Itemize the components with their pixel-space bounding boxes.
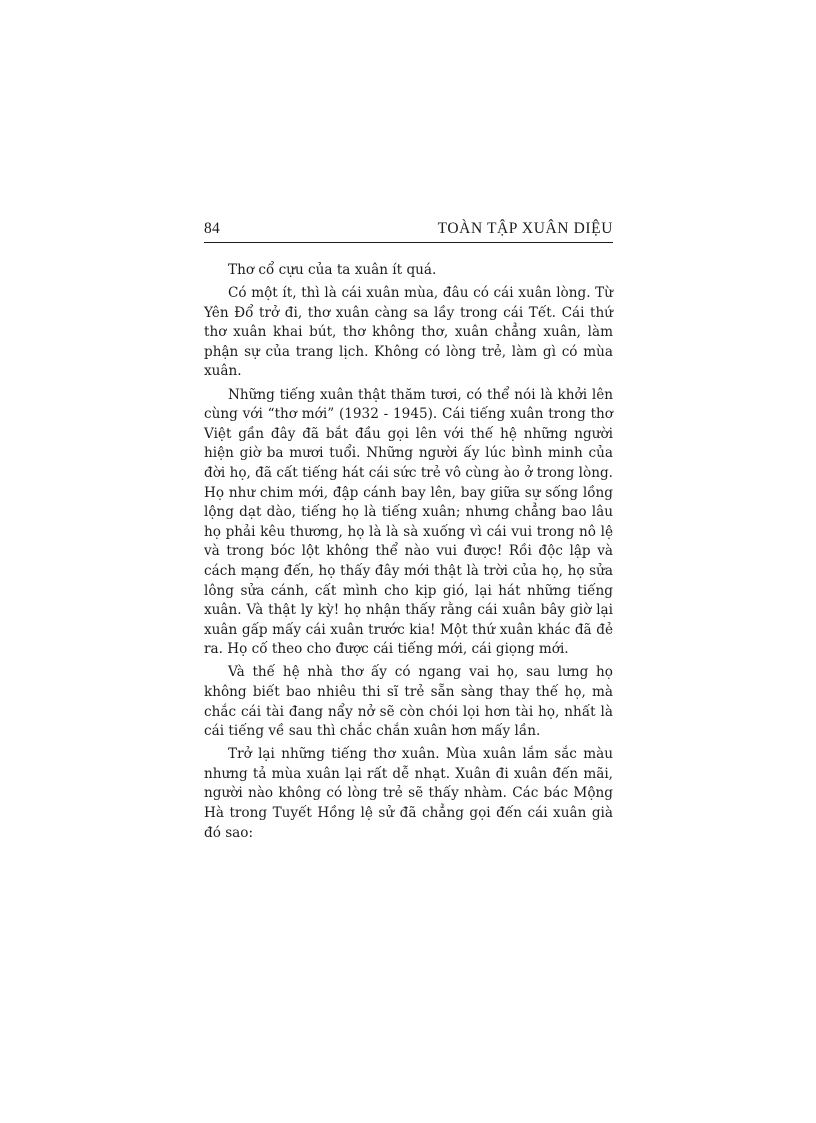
- paragraph: Có một ít, thì là cái xuân mùa, đâu có cái xuân lòng. Từ Yên Đổ trở đi, thơ xuân càng sa lầy trong cái Tết. Cái thứ thơ xuân khai bút, thơ không thơ, xuân chẳng xuân, làm phận sự của trang lịch. Không có lòng trẻ, làm gì có mùa xuân.: [204, 285, 613, 380]
- paragraph: Và thế hệ nhà thơ ấy có ngang vai họ, sau lưng họ không biết bao nhiêu thi sĩ trẻ sẵn sàng thay thế họ, mà chắc cái tài đang nẩy nở sẽ còn chói lọi hơn tài họ, nhất là cái tiếng về sau thì chắc chắn xuân hơn mấy lần.: [204, 664, 613, 740]
- paragraph: Những tiếng xuân thật thăm tươi, có thể nói là khởi lên cùng với “thơ mới” (1932 - 1945). Cái tiếng xuân trong thơ Việt gần đây đã bắt đầu gọi lên với thế hệ những người hiện giờ ba mươi tuổi. Những người ấy lúc bình minh của đời họ, đã cất tiếng hát cái sức trẻ vô cùng ào ở trong lòng. Họ như chim mới, đập cánh bay lên, bay giữa sự sống lồng lộng dạt dào, tiếng họ là tiếng xuân; nhưng chẳng bao lâu họ phải kêu thương, họ là là sà xuống vì cái vui trong nô lệ và trong bóc lột không thể nào vui được! Rồi độc lập và cách mạng đến, họ thấy đây mới thật là trời của họ, họ sửa lông sửa cánh, cất mình cho kịp gió, lại hát những tiếng xuân. Và thật ly kỳ! họ nhận thấy rằng cái xuân bây giờ lại xuân gấp mấy cái xuân trước kia! Một thứ xuân khác đã đẻ ra. Họ cố theo cho được cái tiếng mới, cái giọng mới.: [204, 386, 613, 658]
- page-header: [204, 212, 613, 243]
- paragraph: Thơ cổ cựu của ta xuân ít quá.: [228, 262, 437, 278]
- page-number: 84: [204, 220, 220, 237]
- paragraph: Trở lại những tiếng thơ xuân. Mùa xuân lắm sắc màu nhưng tả mùa xuân lại rất dễ nhạt. Xuân đi xuân đến mãi, người nào không có lòng trẻ sẽ thấy nhàm. Các bác Mộng Hà trong Tuyết Hồng lệ sử đã chẳng gọi đến cái xuân già đó sao:: [204, 746, 613, 841]
- book-page: [204, 212, 613, 847]
- running-title: TOÀN TẬP XUÂN DIỆU: [437, 220, 613, 237]
- body-text: [204, 261, 613, 843]
